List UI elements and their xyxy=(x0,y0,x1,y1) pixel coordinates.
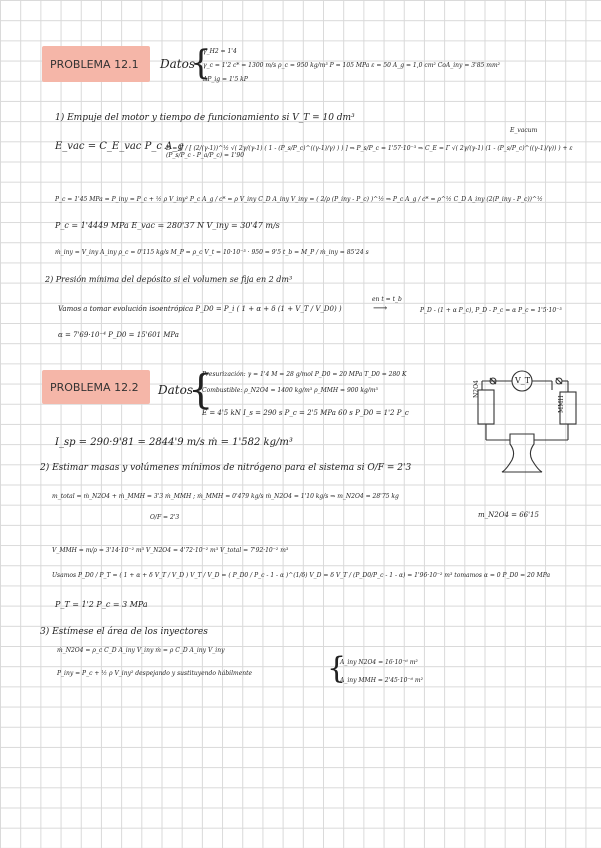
datos-line-3: ΔP_ig = 1'5 kP xyxy=(203,76,248,83)
left-tank-label: N2O4 xyxy=(473,380,480,398)
equation-superscript: E_vacum xyxy=(510,127,538,134)
right-tank-label: MMH xyxy=(558,395,565,413)
datos-label-2: Datos xyxy=(158,383,193,397)
equation-injector-pressure: P_iny = P_c + ½ ρ V_iny² despejando y sustituyendo hábilmente xyxy=(57,670,253,677)
equation-deposit-volume: Usamos P_D0 / P_T = ( 1 + α + δ V_T / V_D ) V_T / V_D = ( P_D0 / P_c - 1 - α )^(1/δ) V_D = δ V_T / (P_D0/P_c - 1 - α) = 1'96·10⁻² m³ tomamos α = 0 P_D0 = 20 MPa xyxy=(52,572,551,579)
arrow-icon: ⟶ xyxy=(373,303,388,314)
datos2-line-2: Combustible: ρ_N2O4 = 1400 kg/m³ ρ_MMH = 900 kg/m³ xyxy=(202,387,378,394)
equation-thrust-coefficient: E = Γ / [ (2/(γ-1))^½ √( 2γ/(γ-1) ( 1 - (P_s/P_c)^((γ-1)/γ) ) ) ] ⇒ P_s/P_c = 1'57·10⁻³ ⇒ C_E = Γ √( 2γ/(γ-1) (1 - (P_s/P_c)^((γ-1)/γ)) ) + ε (P_s/P_c - P_a/P_c) = 1'90 xyxy=(166,145,573,160)
isp-line: I_sp = 290·9'81 = 2844'9 m/s ṁ = 1'582 kg/m³ xyxy=(55,437,293,448)
feed-system-diagram xyxy=(468,364,596,476)
result-area-n2o4: A_iny N2O4 = 16·10⁻⁶ m² xyxy=(340,659,418,666)
equation-alpha: α = 7'69·10⁻⁴ P_D0 = 15'601 MPa xyxy=(58,331,179,339)
result-area-mmh: A_iny MMH = 2'45·10⁻⁶ m² xyxy=(340,677,423,684)
equation-mass-total: m_total = ṁ_N2O4 + ṁ_MMH = 3'3 ṁ_MMH ; ṁ_MMH = 0'479 kg/s ṁ_N2O4 = 1'10 kg/s ⇒ m_N2O4 = 28'75 kg xyxy=(52,493,399,500)
arrow-label: en t = t_b xyxy=(372,296,402,303)
datos-line-1: γ_H2 = 1'4 xyxy=(203,48,237,55)
datos-brace: { xyxy=(190,43,212,83)
problem-12-2-title: PROBLEMA 12.2 xyxy=(42,370,150,404)
question-3: 3) Estímese el área de los inyectores xyxy=(40,627,208,637)
result-brace: { xyxy=(327,651,347,686)
equation-injector-mass: ṁ_N2O4 = ρ_c C_D A_iny V_iny ṁ = ρ C_D A_iny V_iny xyxy=(57,647,225,654)
datos2-line-3: E = 4'5 kN I_s = 290 s P_c = 2'5 MPa 60 s P_D0 = 1'2 P_c xyxy=(202,409,409,417)
equation-isentropic-tail: P_D - (1 + α P_c), P_D - P_c = α P_c = 1'5·10⁻³ xyxy=(420,307,562,314)
datos2-line-1: Presurización: γ = 1'4 M = 28 g/mol P_D0 = 20 MPa T_D0 = 280 K xyxy=(202,371,407,378)
datos-line-2: γ_c = 1'2 c* = 1300 m/s ρ_c = 950 kg/m³ P = 105 MPa ε = 50 A_g = 1,0 cm² CoA_iny = 3'85 mm² xyxy=(203,62,501,69)
datos-label: Datos xyxy=(160,57,195,71)
equation-tank-pressure: P_T = 1'2 P_c = 3 MPa xyxy=(55,600,148,609)
datos-brace-2: { xyxy=(188,367,214,413)
tank-label: V_T xyxy=(515,376,531,385)
question-2: 2) Presión mínima del depósito si el volumen se fija en 2 dm³ xyxy=(45,275,293,284)
equation-volumes: V_MMH = m/ρ = 3'14·10⁻² m³ V_N2O4 = 4'72·10⁻² m³ V_total = 7'92·10⁻² m³ xyxy=(52,547,289,554)
question-1: 1) Empuje del motor y tiempo de funcionamiento si V_T = 10 dm³ xyxy=(55,113,355,123)
equation-isentropic: Vamos a tomar evolución isoentrópica P_D0 = P_i ( 1 + α + δ (1 + V_T / V_D0) ) xyxy=(58,305,342,313)
equation-injection-pressure: P_c = 1'45 MPa = P_iny = P_c + ½ ρ V_iny² P_c A_g / c* = ρ V_iny C_D A_iny V_iny = ( 2/ρ (P_iny - P_c) )^½ ⇒ P_c A_g / c* = ρ^½ C_D A_iny (2(P_iny - P_c))^½ xyxy=(55,196,543,203)
problem-12-1-title: PROBLEMA 12.1 xyxy=(42,46,150,82)
equation-mass-n2o4: m_N2O4 = 66'15 xyxy=(478,511,539,519)
equation-of-ratio: O/F = 2'3 xyxy=(150,514,180,521)
question-2b: 2) Estimar masas y volúmenes mínimos de nitrógeno para el sistema si O/F = 2'3 xyxy=(40,463,412,473)
equation-evac: E_vac = C_E_vac P_c A_g xyxy=(55,141,184,152)
equation-results-2: ṁ_iny = V_iny A_iny ρ_c = 0'115 kg/s M_P = ρ_c V_t = 10·10⁻³ · 950 = 9'5 t_b = M_P / ṁ_iny = 85'24 s xyxy=(55,249,369,256)
equation-results-1: P_c = 1'4449 MPa E_vac = 280'37 N V_iny = 30'47 m/s xyxy=(55,221,280,230)
